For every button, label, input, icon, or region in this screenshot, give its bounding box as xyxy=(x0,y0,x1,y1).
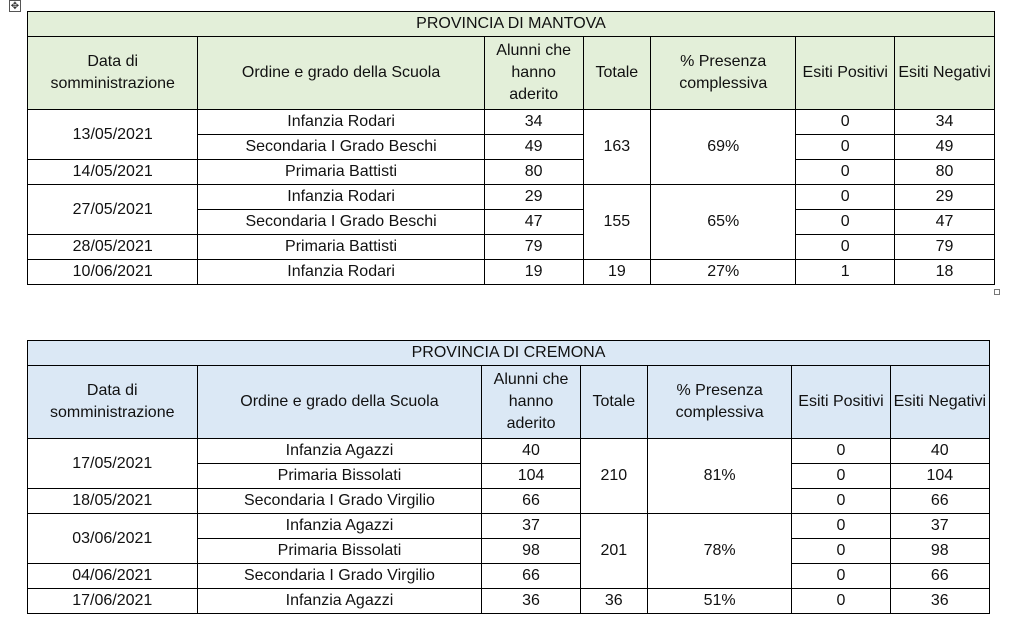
date-cell: 18/05/2021 xyxy=(28,489,198,514)
positive-cell: 0 xyxy=(796,185,895,210)
positive-cell: 0 xyxy=(792,514,890,539)
presence-cell: 65% xyxy=(651,185,796,260)
positive-cell: 0 xyxy=(796,235,895,260)
school-cell: Infanzia Agazzi xyxy=(197,514,482,539)
header-students: Alunni che hanno aderito xyxy=(482,366,580,439)
students-cell: 66 xyxy=(482,564,580,589)
header-total: Totale xyxy=(583,37,651,110)
students-cell: 79 xyxy=(484,235,583,260)
table-row xyxy=(28,185,995,210)
negative-cell: 66 xyxy=(890,489,989,514)
negative-cell: 49 xyxy=(895,135,995,160)
school-cell: Infanzia Agazzi xyxy=(197,589,482,614)
school-cell: Secondaria I Grado Virgilio xyxy=(197,564,482,589)
school-cell: Secondaria I Grado Beschi xyxy=(198,210,484,235)
students-cell: 49 xyxy=(484,135,583,160)
school-cell: Infanzia Rodari xyxy=(198,185,484,210)
header-school: Ordine e grado della Scuola xyxy=(197,366,482,439)
table-resize-handle[interactable] xyxy=(994,289,1000,295)
header-presence: % Presenza complessiva xyxy=(647,366,791,439)
students-cell: 37 xyxy=(482,514,580,539)
presence-cell: 69% xyxy=(651,110,796,185)
header-school: Ordine e grado della Scuola xyxy=(198,37,484,110)
positive-cell: 0 xyxy=(792,464,890,489)
header-total: Totale xyxy=(580,366,647,439)
students-cell: 66 xyxy=(482,489,580,514)
table-row xyxy=(28,564,990,589)
students-cell: 98 xyxy=(482,539,580,564)
header-students: Alunni che hanno aderito xyxy=(484,37,583,110)
table-move-handle-icon[interactable]: ✥ xyxy=(10,1,20,12)
cremona-title: PROVINCIA DI CREMONA xyxy=(28,341,990,366)
presence-cell: 78% xyxy=(647,514,791,589)
header-presence: % Presenza complessiva xyxy=(651,37,796,110)
school-cell: Primaria Battisti xyxy=(198,160,484,185)
header-positive: Esiti Positivi xyxy=(796,37,895,110)
students-cell: 40 xyxy=(482,439,580,464)
positive-cell: 0 xyxy=(792,489,890,514)
date-cell: 17/06/2021 xyxy=(28,589,198,614)
header-date: Data di somministrazione xyxy=(28,37,198,110)
date-cell: 03/06/2021 xyxy=(28,514,198,564)
total-cell: 163 xyxy=(583,110,651,185)
total-cell: 19 xyxy=(583,260,651,285)
total-cell: 201 xyxy=(580,514,647,589)
students-cell: 36 xyxy=(482,589,580,614)
school-cell: Secondaria I Grado Beschi xyxy=(198,135,484,160)
negative-cell: 29 xyxy=(895,185,995,210)
header-negative: Esiti Negativi xyxy=(895,37,995,110)
table-row xyxy=(28,589,990,614)
mantova-title: PROVINCIA DI MANTOVA xyxy=(28,12,995,37)
school-cell: Primaria Bissolati xyxy=(197,464,482,489)
table-row xyxy=(28,489,990,514)
table-row xyxy=(28,235,995,260)
students-cell: 29 xyxy=(484,185,583,210)
positive-cell: 0 xyxy=(796,210,895,235)
negative-cell: 80 xyxy=(895,160,995,185)
students-cell: 104 xyxy=(482,464,580,489)
table-row xyxy=(28,160,995,185)
table-row xyxy=(28,439,990,464)
school-cell: Infanzia Rodari xyxy=(198,260,484,285)
positive-cell: 0 xyxy=(796,110,895,135)
negative-cell: 36 xyxy=(890,589,989,614)
presence-cell: 51% xyxy=(647,589,791,614)
school-cell: Primaria Battisti xyxy=(198,235,484,260)
date-cell: 17/05/2021 xyxy=(28,439,198,489)
negative-cell: 104 xyxy=(890,464,989,489)
date-cell: 10/06/2021 xyxy=(28,260,198,285)
school-cell: Infanzia Agazzi xyxy=(197,439,482,464)
date-cell: 04/06/2021 xyxy=(28,564,198,589)
date-cell: 13/05/2021 xyxy=(28,110,198,160)
table-row xyxy=(28,260,995,285)
table-row xyxy=(28,514,990,539)
positive-cell: 0 xyxy=(796,135,895,160)
date-cell: 14/05/2021 xyxy=(28,160,198,185)
students-cell: 34 xyxy=(484,110,583,135)
positive-cell: 0 xyxy=(792,564,890,589)
positive-cell: 0 xyxy=(796,160,895,185)
school-cell: Primaria Bissolati xyxy=(197,539,482,564)
presence-cell: 27% xyxy=(651,260,796,285)
positive-cell: 0 xyxy=(792,539,890,564)
total-cell: 36 xyxy=(580,589,647,614)
total-cell: 155 xyxy=(583,185,651,260)
negative-cell: 66 xyxy=(890,564,989,589)
negative-cell: 40 xyxy=(890,439,989,464)
students-cell: 80 xyxy=(484,160,583,185)
header-positive: Esiti Positivi xyxy=(792,366,890,439)
header-negative: Esiti Negativi xyxy=(890,366,989,439)
presence-cell: 81% xyxy=(647,439,791,514)
mantova-table xyxy=(27,11,995,285)
header-date: Data di somministrazione xyxy=(28,366,198,439)
positive-cell: 1 xyxy=(796,260,895,285)
positive-cell: 0 xyxy=(792,589,890,614)
negative-cell: 79 xyxy=(895,235,995,260)
date-cell: 28/05/2021 xyxy=(28,235,198,260)
negative-cell: 37 xyxy=(890,514,989,539)
negative-cell: 98 xyxy=(890,539,989,564)
negative-cell: 18 xyxy=(895,260,995,285)
students-cell: 47 xyxy=(484,210,583,235)
positive-cell: 0 xyxy=(792,439,890,464)
students-cell: 19 xyxy=(484,260,583,285)
negative-cell: 47 xyxy=(895,210,995,235)
school-cell: Infanzia Rodari xyxy=(198,110,484,135)
school-cell: Secondaria I Grado Virgilio xyxy=(197,489,482,514)
date-cell: 27/05/2021 xyxy=(28,185,198,235)
table-row xyxy=(28,110,995,135)
cremona-table xyxy=(27,340,990,614)
total-cell: 210 xyxy=(580,439,647,514)
negative-cell: 34 xyxy=(895,110,995,135)
